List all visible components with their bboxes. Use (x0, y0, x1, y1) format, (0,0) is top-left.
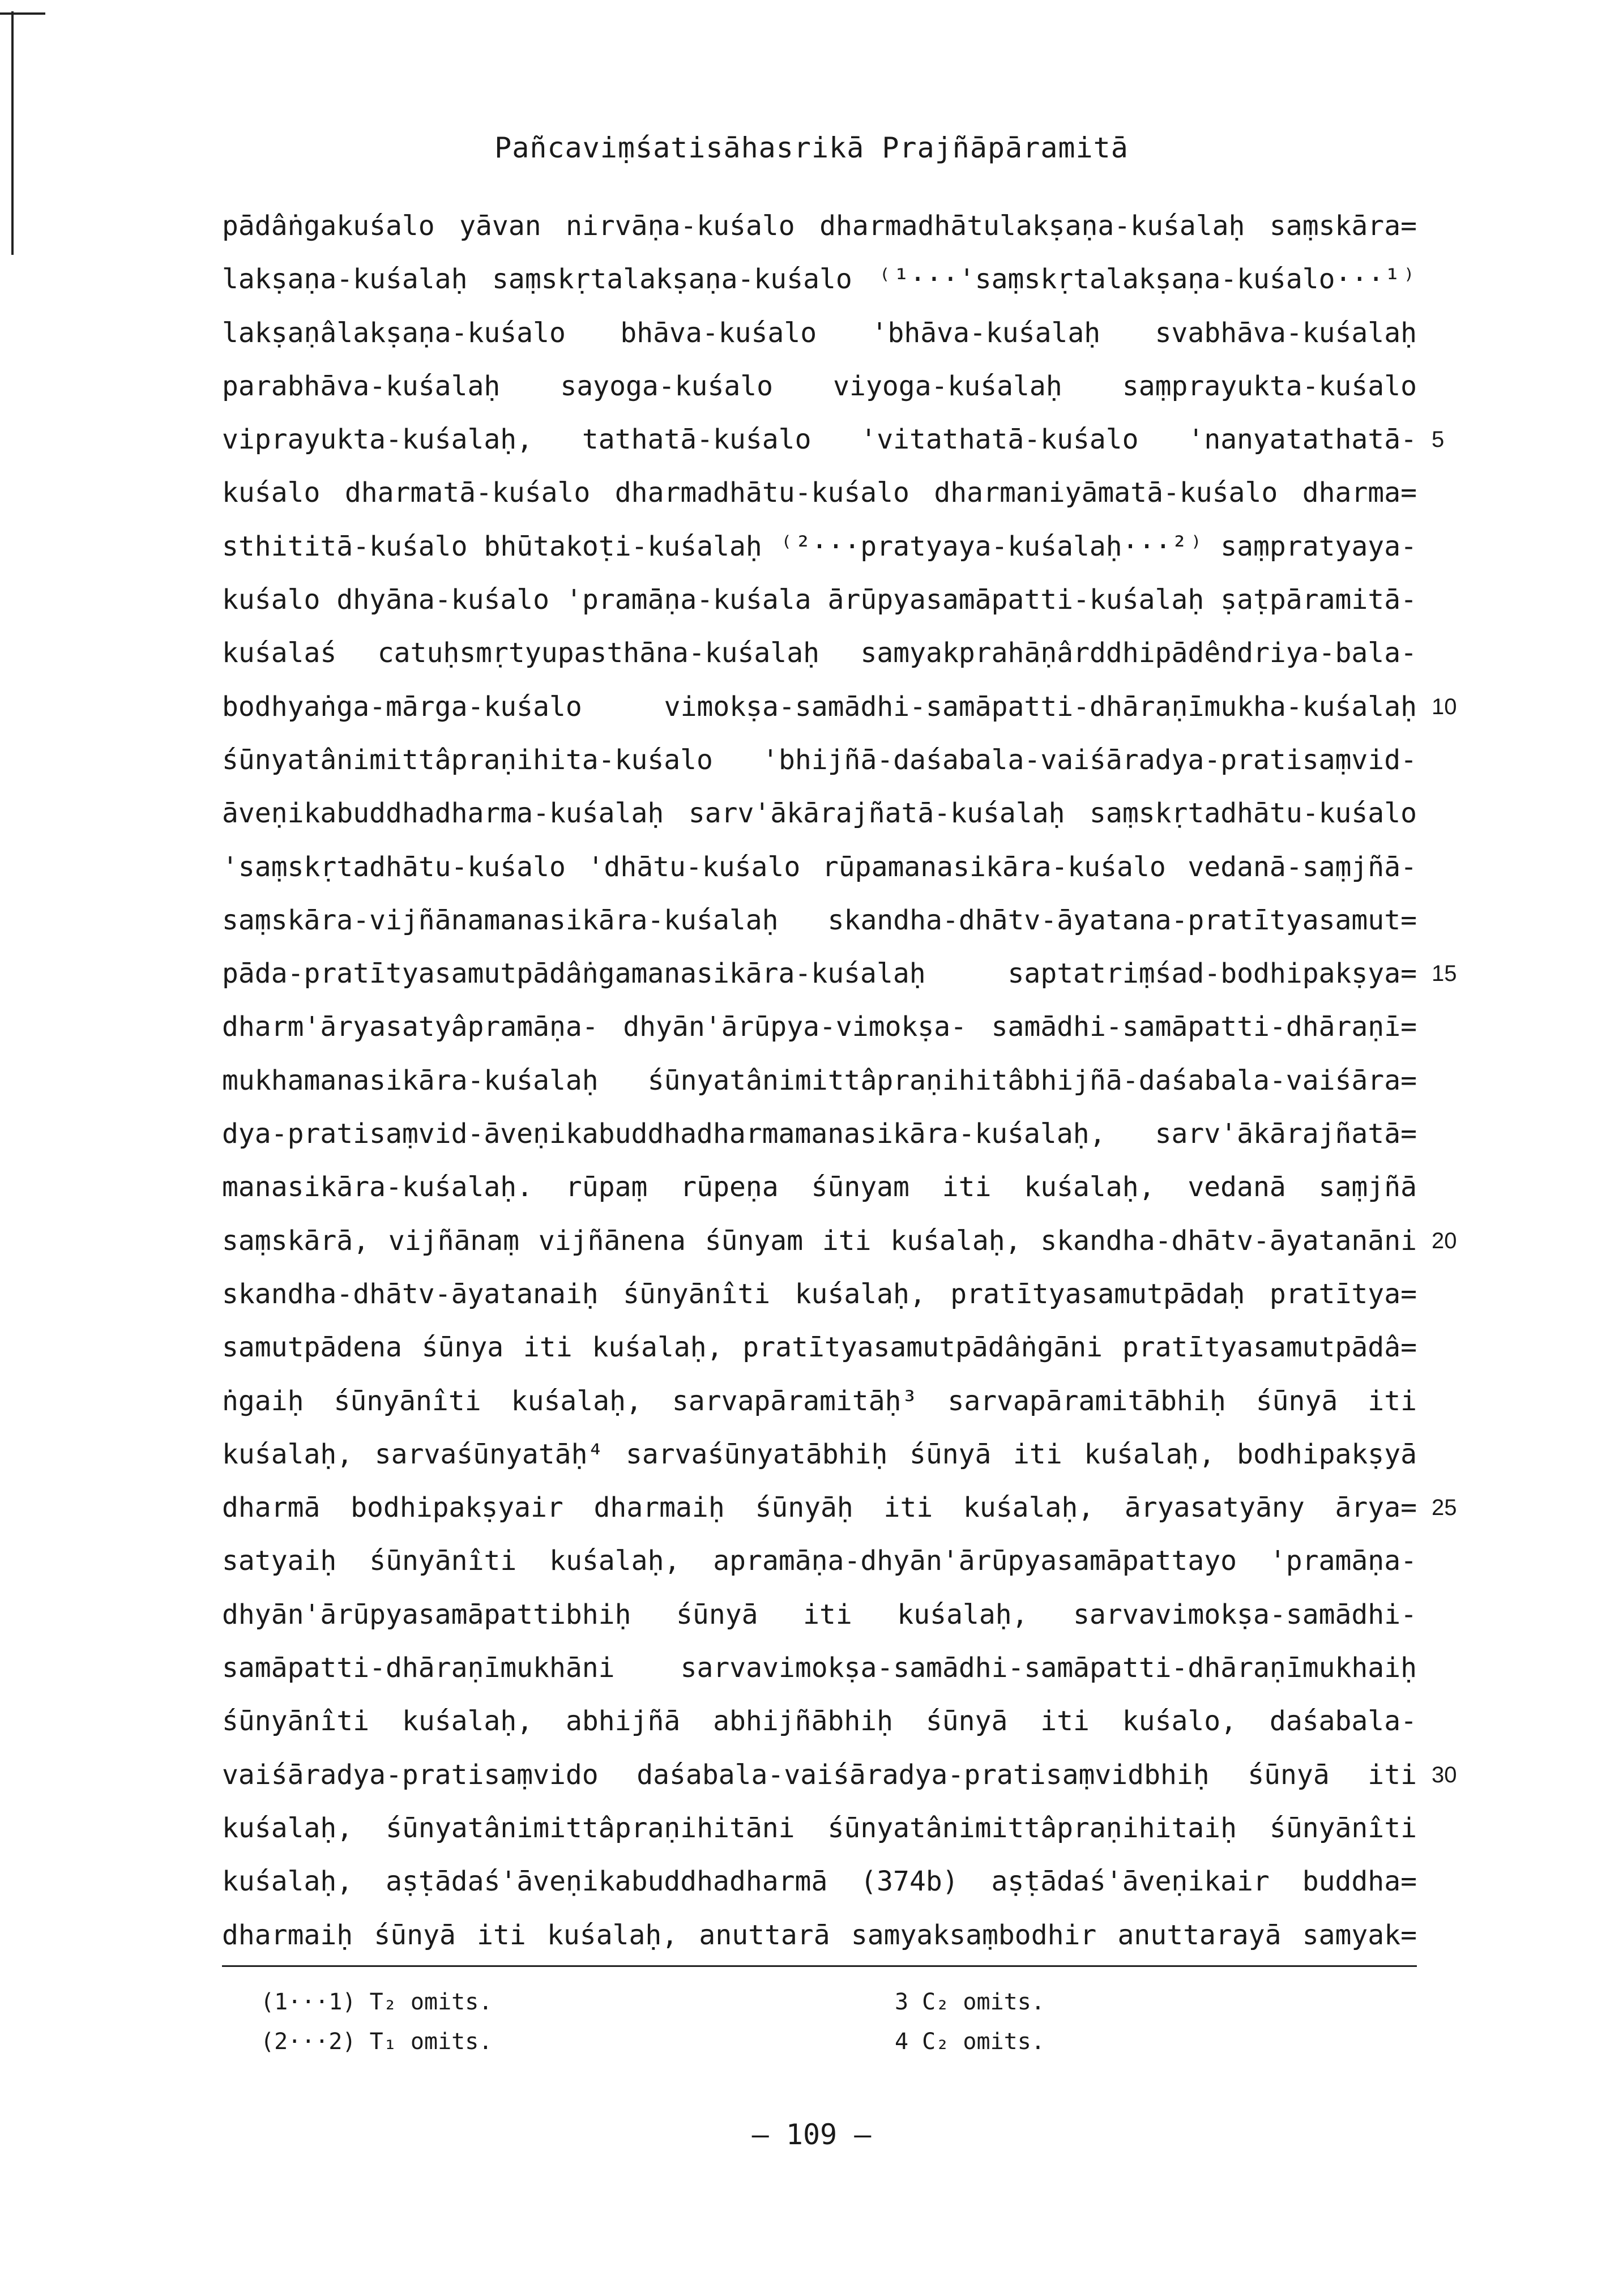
footnote: 4 C₂ omits. (895, 2029, 1045, 2055)
text-line: kuśalaḥ, sarvaśūnyatāḥ⁴ sarvaśūnyatābhiḥ śūnyā iti kuśalaḥ, bodhipakṣyā (222, 1438, 1417, 1470)
text-line: dharmā bodhipakṣyair dharmaiḥ śūnyāḥ iti kuśalaḥ, āryasatyāny ārya= (222, 1492, 1417, 1524)
scan-edge-mark-top (0, 12, 45, 15)
text-line: parabhāva-kuśalaḥ sayoga-kuśalo viyoga-kuśalaḥ saṃprayukta-kuśalo (222, 370, 1417, 402)
page-number: — 109 — (751, 2118, 872, 2151)
text-line: dharm'āryasatyâpramāṇa- dhyān'ārūpya-vimokṣa- samādhi-samāpatti-dhāraṇī= (222, 1011, 1417, 1043)
text-line: skandha-dhātv-āyatanaiḥ śūnyānîti kuśalaḥ, pratītyasamutpādaḥ pratītya= (222, 1278, 1417, 1310)
line-number: 5 (1432, 427, 1445, 453)
text-line: pāda-pratītyasamutpādâṅgamanasikāra-kuśalaḥ saptatriṃśad-bodhipakṣya= (222, 958, 1417, 990)
text-line: bodhyaṅga-mārga-kuśalo vimokṣa-samādhi-samāpatti-dhāraṇīmukha-kuśalaḥ (222, 690, 1417, 723)
text-line: vaiśāradya-pratisaṃvido daśabala-vaiśāradya-pratisaṃvidbhiḥ śūnyā iti (222, 1759, 1417, 1791)
text-line: kuśalo dhyāna-kuśalo 'pramāṇa-kuśala ārūpyasamāpatti-kuśalaḥ ṣaṭpāramitā- (222, 584, 1417, 616)
text-line: āveṇikabuddhadharma-kuśalaḥ sarv'ākārajñatā-kuśalaḥ saṃskṛtadhātu-kuśalo (222, 797, 1417, 830)
text-line: saṃskārā, vijñānaṃ vijñānena śūnyam iti kuśalaḥ, skandha-dhātv-āyatanāni (222, 1224, 1417, 1257)
line-number: 15 (1432, 961, 1457, 987)
line-number: 25 (1432, 1495, 1457, 1521)
text-line: ṅgaiḥ śūnyānîti kuśalaḥ, sarvapāramitāḥ³ sarvapāramitābhiḥ śūnyā iti (222, 1385, 1417, 1417)
text-line: viprayukta-kuśalaḥ, tathatā-kuśalo 'vitathatā-kuśalo 'nanyatathatā- (222, 424, 1417, 456)
text-line: sthititā-kuśalo bhūtakoṭi-kuśalaḥ ⁽²···pratyaya-kuśalaḥ···²⁾ saṃpratyaya- (222, 530, 1417, 562)
text-line: kuśalaś catuḥsmṛtyupasthāna-kuśalaḥ samyakprahāṇârddhipādêndriya-bala- (222, 637, 1417, 669)
footnote: (2···2) T₁ omits. (260, 2029, 493, 2055)
text-line: dhyān'ārūpyasamāpattibhiḥ śūnyā iti kuśalaḥ, sarvavimokṣa-samādhi- (222, 1598, 1417, 1631)
footnote: (1···1) T₂ omits. (260, 1989, 493, 2015)
line-number: 10 (1432, 694, 1457, 719)
text-line: śūnyānîti kuśalaḥ, abhijñā abhijñābhiḥ śūnyā iti kuśalo, daśabala- (222, 1705, 1417, 1738)
text-line: samāpatti-dhāraṇīmukhāni sarvavimokṣa-samādhi-samāpatti-dhāraṇīmukhaiḥ (222, 1652, 1417, 1684)
text-line: kuśalaḥ, aṣṭādaś'āveṇikabuddhadharmā (374b) aṣṭādaś'āveṇikair buddha= (222, 1866, 1417, 1898)
text-line: 'saṃskṛtadhātu-kuśalo 'dhātu-kuśalo rūpamanasikāra-kuśalo vedanā-saṃjñā- (222, 851, 1417, 883)
text-line: mukhamanasikāra-kuśalaḥ śūnyatânimittâpraṇihitâbhijñā-daśabala-vaiśāra= (222, 1064, 1417, 1096)
text-line: saṃskāra-vijñānamanasikāra-kuśalaḥ skandha-dhātv-āyatana-pratītyasamut= (222, 904, 1417, 936)
text-line: satyaiḥ śūnyānîti kuśalaḥ, apramāṇa-dhyān'ārūpyasamāpattayo 'pramāṇa- (222, 1545, 1417, 1577)
page-title: Pañcaviṃśatisāhasrikā Prajñāpāramitā (494, 131, 1129, 164)
footnote: 3 C₂ omits. (895, 1989, 1045, 2015)
main-text (222, 199, 1417, 1962)
footnote-divider (222, 1965, 1417, 1967)
text-line: kuśalaḥ, śūnyatânimittâpraṇihitāni śūnyatânimittâpraṇihitaiḥ śūnyānîti (222, 1812, 1417, 1844)
line-number: 20 (1432, 1228, 1457, 1253)
text-line: dya-pratisaṃvid-āveṇikabuddhadharmamanasikāra-kuśalaḥ, sarv'ākārajñatā= (222, 1118, 1417, 1150)
text-line: pādâṅgakuśalo yāvan nirvāṇa-kuśalo dharmadhātulakṣaṇa-kuśalaḥ saṃskāra= (222, 210, 1417, 242)
text-line: manasikāra-kuśalaḥ. rūpaṃ rūpeṇa śūnyam iti kuśalaḥ, vedanā saṃjñā (222, 1171, 1417, 1204)
text-line: dharmaiḥ śūnyā iti kuśalaḥ, anuttarā samyaksaṃbodhir anuttarayā samyak= (222, 1919, 1417, 1951)
text-line: samutpādena śūnya iti kuśalaḥ, pratītyasamutpādâṅgāni pratītyasamutpādâ= (222, 1331, 1417, 1364)
line-number: 30 (1432, 1762, 1457, 1787)
text-line: śūnyatânimittâpraṇihita-kuśalo 'bhijñā-daśabala-vaiśāradya-pratisaṃvid- (222, 744, 1417, 776)
text-line: lakṣaṇa-kuśalaḥ saṃskṛtalakṣaṇa-kuśalo ⁽¹···'saṃskṛtalakṣaṇa-kuśalo···¹⁾ (222, 263, 1417, 296)
text-line: lakṣaṇâlakṣaṇa-kuśalo bhāva-kuśalo 'bhāva-kuśalaḥ svabhāva-kuśalaḥ (222, 317, 1417, 349)
text-line: kuśalo dharmatā-kuśalo dharmadhātu-kuśalo dharmaniyāmatā-kuśalo dharma= (222, 477, 1417, 509)
